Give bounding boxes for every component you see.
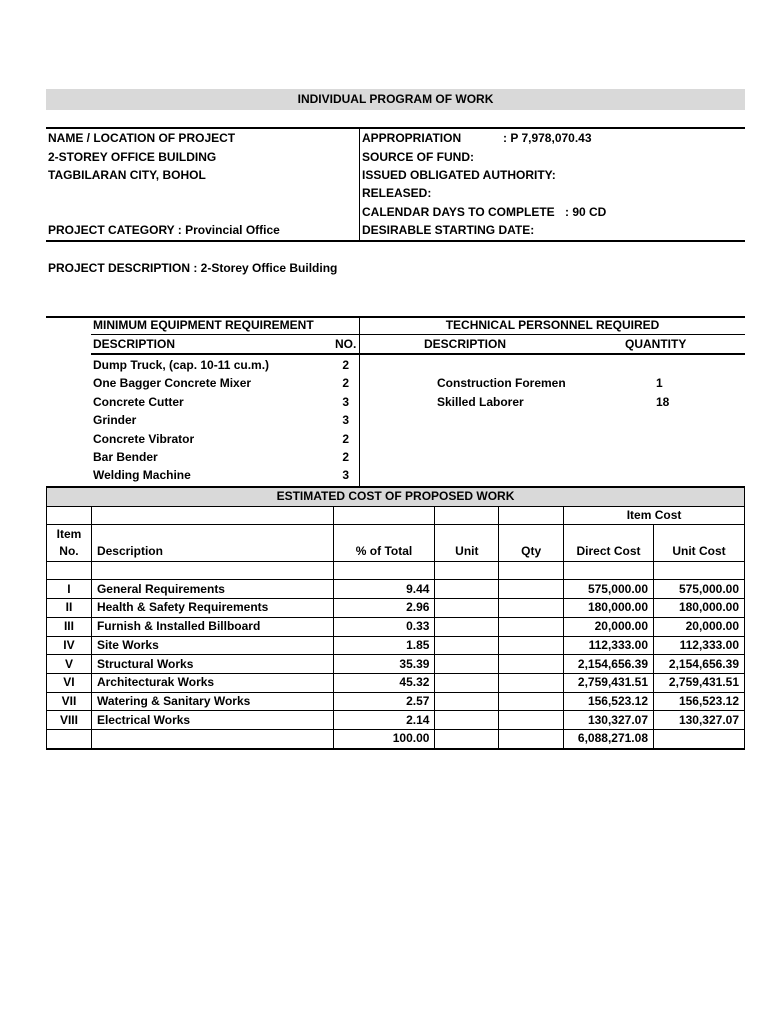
item-pct: 2.96 [333,599,435,618]
item-no: III [47,617,92,636]
equipment-desc: Dump Truck, (cap. 10-11 cu.m.) [93,358,270,372]
item-pct: 0.33 [333,617,435,636]
project-name-label: NAME / LOCATION OF PROJECT [48,131,236,145]
item-direct: 575,000.00 [564,580,654,599]
equipment-row [93,393,357,411]
cost-header-row-3 [47,543,745,561]
personnel-desc: Skilled Laborer [437,395,524,409]
personnel-desc: Construction Foremen [437,376,566,390]
personnel-heading: TECHNICAL PERSONNEL REQUIRED [445,318,660,332]
col-unit-cost: Unit Cost [654,543,745,561]
item-unitcost: 156,523.12 [654,692,745,711]
item-desc: General Requirements [91,580,333,599]
col-no-label: No. [47,543,92,561]
equipment-heading: MINIMUM EQUIPMENT REQUIREMENT [93,318,314,332]
table-row [47,673,745,692]
item-direct: 180,000.00 [564,599,654,618]
project-name-line2: TAGBILARAN CITY, BOHOL [48,168,206,182]
cost-table [46,486,745,750]
item-desc: Furnish & Installed Billboard [91,617,333,636]
item-direct: 130,327.07 [564,711,654,730]
total-direct: 6,088,271.08 [564,729,654,748]
item-direct: 156,523.12 [564,692,654,711]
item-unitcost: 2,154,656.39 [654,655,745,674]
released-label: RELEASED: [362,186,432,200]
equipment-no: 3 [342,468,349,482]
equipment-row [93,448,357,466]
equipment-desc: Grinder [93,413,137,427]
col-pct: % of Total [333,543,435,561]
col-direct-cost: Direct Cost [564,543,654,561]
table-row [47,655,745,674]
col-qty: Qty [499,543,564,561]
col-description: Description [91,543,333,561]
project-description: PROJECT DESCRIPTION : 2-Storey Office Building [48,261,338,275]
item-pct: 2.57 [333,692,435,711]
item-desc: Health & Safety Requirements [91,599,333,618]
equipment-col-no: NO. [335,337,357,351]
equipment-row [93,374,357,392]
item-unitcost: 112,333.00 [654,636,745,655]
equipment-divider [359,318,360,486]
col-item-label: Item [47,525,92,543]
equipment-row [93,411,357,429]
equipment-header-rule [91,353,745,355]
issued-authority: ISSUED OBLIGATED AUTHORITY: [362,168,556,182]
equipment-desc: Concrete Cutter [93,395,184,409]
starting-date-label: DESIRABLE STARTING DATE: [362,223,535,237]
item-unitcost: 20,000.00 [654,617,745,636]
equipment-desc: Bar Bender [93,450,158,464]
item-cost-label: Item Cost [564,506,745,525]
item-direct: 2,759,431.51 [564,673,654,692]
item-pct: 9.44 [333,580,435,599]
item-no: V [47,655,92,674]
project-name-line1: 2-STOREY OFFICE BUILDING [48,150,217,164]
col-unit: Unit [435,543,499,561]
calendar-days-label: CALENDAR DAYS TO COMPLETE [362,205,555,219]
personnel-col-desc: DESCRIPTION [424,337,507,351]
appropriation-value: : P 7,978,070.43 [503,131,592,145]
equipment-row [93,466,357,484]
equipment-desc: Welding Machine [93,468,191,482]
item-no: IV [47,636,92,655]
personnel-qty: 1 [656,376,663,390]
cost-blank-row [47,561,745,580]
item-no: VII [47,692,92,711]
cost-heading: ESTIMATED COST OF PROPOSED WORK [47,487,745,506]
cost-header-row-2 [47,525,745,543]
personnel-col-qty: QUANTITY [625,337,687,351]
table-row [47,580,745,599]
equipment-no: 3 [342,395,349,409]
calendar-days-value: : 90 CD [565,205,607,219]
item-desc: Watering & Sanitary Works [91,692,333,711]
item-desc: Site Works [91,636,333,655]
item-no: VIII [47,711,92,730]
item-no: VI [47,673,92,692]
total-row [47,729,745,748]
appropriation-label: APPROPRIATION [362,131,462,145]
cost-title-row [47,487,745,506]
table-row [47,711,745,730]
item-desc: Architecturak Works [91,673,333,692]
table-row [47,636,745,655]
item-unitcost: 130,327.07 [654,711,745,730]
item-pct: 45.32 [333,673,435,692]
equipment-no: 2 [342,376,349,390]
item-unitcost: 180,000.00 [654,599,745,618]
equipment-row [93,430,357,448]
item-pct: 2.14 [333,711,435,730]
equipment-col-desc: DESCRIPTION [93,337,176,351]
item-direct: 112,333.00 [564,636,654,655]
item-desc: Electrical Works [91,711,333,730]
table-row [47,617,745,636]
item-unitcost: 575,000.00 [654,580,745,599]
equipment-no: 2 [342,358,349,372]
table-row [47,692,745,711]
document-title: INDIVIDUAL PROGRAM OF WORK [46,89,745,110]
cost-header-row-1 [47,506,745,525]
item-desc: Structural Works [91,655,333,674]
equipment-desc: One Bagger Concrete Mixer [93,376,252,390]
project-category: PROJECT CATEGORY : Provincial Office [48,223,280,237]
total-pct: 100.00 [333,729,435,748]
item-no: I [47,580,92,599]
item-direct: 20,000.00 [564,617,654,636]
item-direct: 2,154,656.39 [564,655,654,674]
equipment-no: 2 [342,432,349,446]
table-row [47,599,745,618]
equipment-no: 2 [342,450,349,464]
item-no: II [47,599,92,618]
personnel-qty: 18 [656,395,670,409]
item-pct: 35.39 [333,655,435,674]
item-pct: 1.85 [333,636,435,655]
info-bottom-rule [46,240,745,242]
equipment-no: 3 [342,413,349,427]
equipment-desc: Concrete Vibrator [93,432,195,446]
equipment-row [93,356,357,374]
item-unitcost: 2,759,431.51 [654,673,745,692]
info-divider [359,129,360,241]
source-of-fund: SOURCE OF FUND: [362,150,474,164]
